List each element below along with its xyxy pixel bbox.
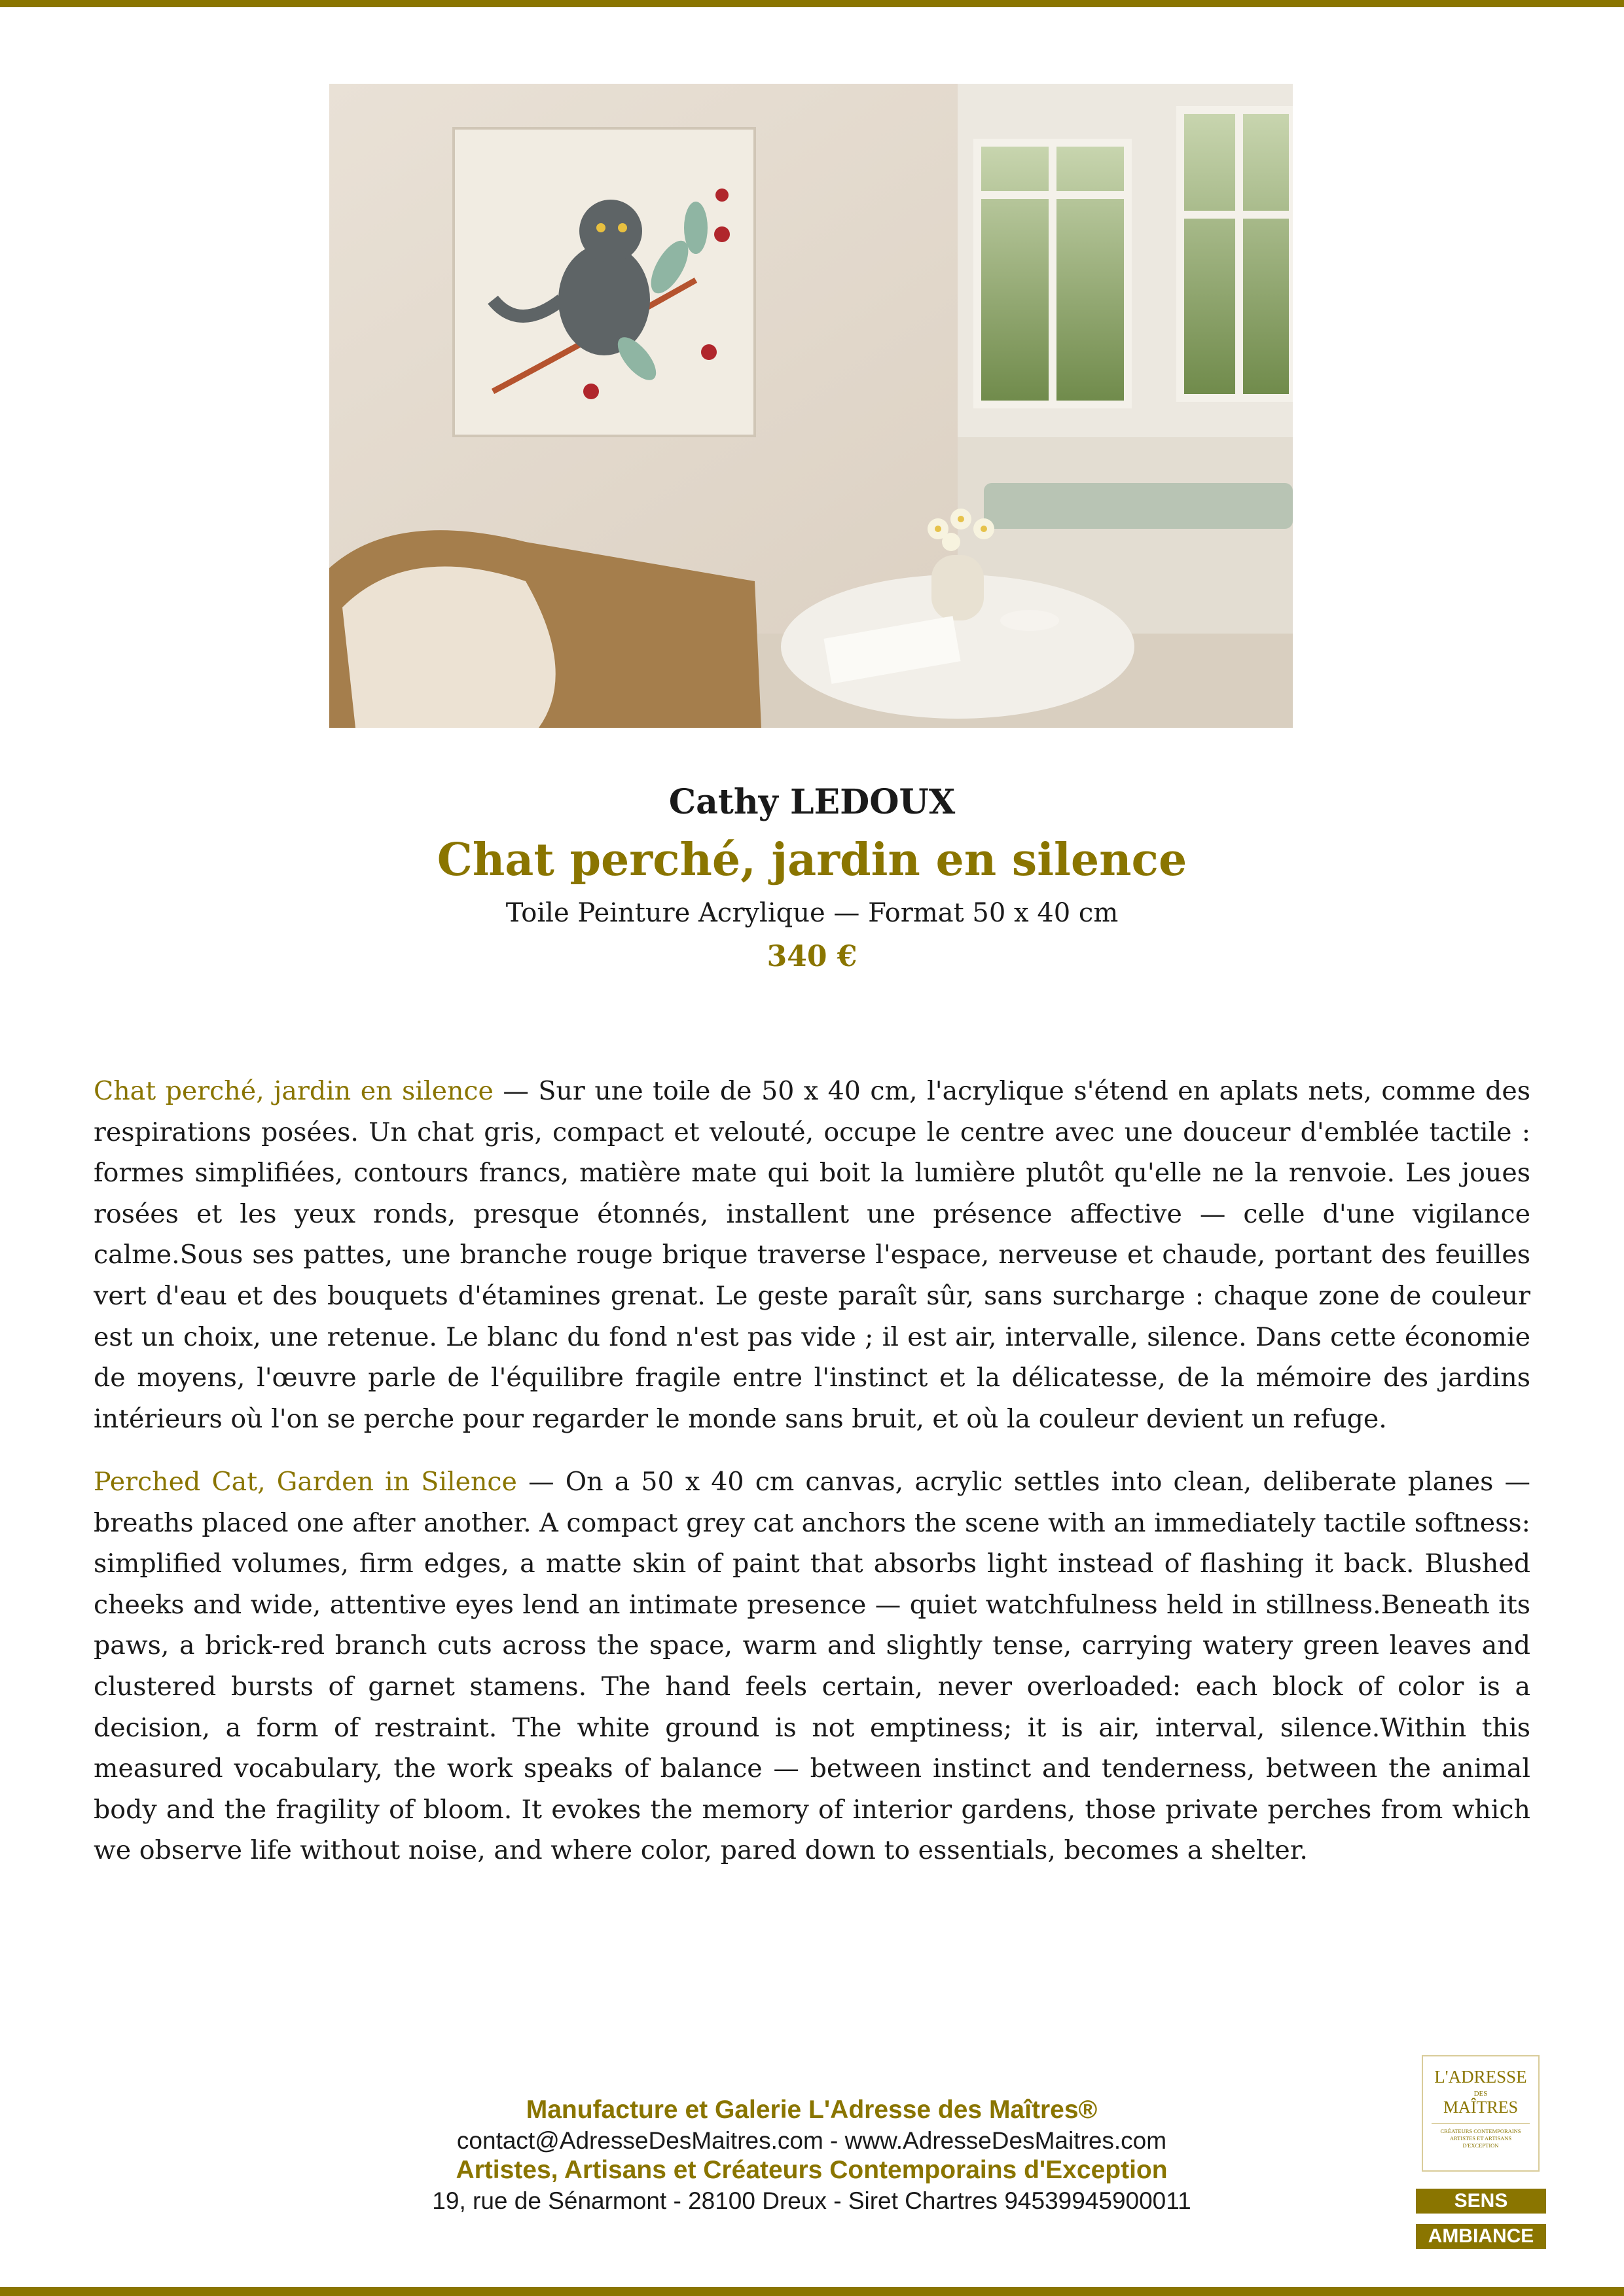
logo-line: MAÎTRES: [1443, 2098, 1519, 2117]
logo-line: CRÉATEURS CONTEMPORAINS: [1440, 2128, 1521, 2134]
description-en: [94, 1462, 1530, 1871]
description-fr-lead: Chat perché, jardin en silence: [94, 1076, 494, 1106]
description-fr-text: — Sur une toile de 50 x 40 cm, l'acrylique s'étend en aplats nets, comme des respirations posées. Un chat gris, compact et velouté, occupe le centre avec une douceur d'emblée tactile : formes simplifiées, contours francs, matière mate qui boit la lumière plutôt qu'elle ne la renvoie. Les joues rosées et les yeux ronds, presque étonnés, installent une présence affective — celle d'une vigilance calme.Sous ses pattes, une branche rouge brique traverse l'espace, nerveuse et chaude, portant des feuilles vert d'eau et des bouquets d'étamines grenat. Le geste paraît sûr, sans surcharge : chaque zone de couleur est un choix, une retenue. Le blanc du fond n'est pas vide ; il est air, intervalle, silence. Dans cette économie de moyens, l'œuvre parle de l'équilibre fragile entre l'instinct et la délicatesse, de la mémoire des jardins intérieurs où l'on se perche pour regarder le monde sans bruit, et où la couleur devient un refuge.: [94, 1076, 1530, 1434]
logo-divider: [1432, 2123, 1530, 2124]
artwork-details: Toile Peinture Acrylique — Format 50 x 40 cm: [505, 898, 1119, 928]
description-en-text: — On a 50 x 40 cm canvas, acrylic settles into clean, deliberate planes — breaths placed one after another. A compact grey cat anchors the scene with an immediately tactile softness: simplified volumes, firm edges, a matte skin of paint that absorbs light instead of flashing it back. Blushed cheeks and wide, attentive eyes lend an intimate presence — quiet watchfulness held in stillness.Beneath its paws, a brick-red branch cuts across the space, warm and slightly tense, carrying watery green leaves and clustered bursts of garnet stamens. The hand feels certain, never overloaded: each block of color is a decision, a form of restraint. The white ground is not emptiness; it is air, interval, silence.Within this measured vocabulary, the work speaks of balance — between instinct and tenderness, between the animal body and the fragility of bloom. It evokes the memory of interior gardens, those private perches from which we observe life without noise, and where color, pared down to essentials, becomes a shelter.: [94, 1467, 1530, 1866]
gallery-logo: [1422, 2055, 1540, 2172]
artist-name: Cathy LEDOUX: [668, 782, 956, 822]
logo-line: D'EXCEPTION: [1462, 2142, 1499, 2149]
description-fr: [94, 1071, 1530, 1439]
footer-address: 19, rue de Sénarmont - 28100 Dreux - Siret Chartres 94539945900011: [432, 2187, 1191, 2214]
logo-line: L'ADRESSE: [1434, 2067, 1527, 2087]
footer-contact: contact@AdresseDesMaitres.com - www.AdresseDesMaitres.com: [456, 2127, 1167, 2154]
top-border: [0, 0, 1624, 7]
footer-company: Manufacture et Galerie L'Adresse des Maîtres®: [526, 2096, 1098, 2124]
artwork-room-photo: [329, 84, 1293, 728]
description-en-lead: Perched Cat, Garden in Silence: [94, 1467, 517, 1497]
logo-line: ARTISTES ET ARTISANS: [1449, 2135, 1512, 2142]
footer-tagline: Artistes, Artisans et Créateurs Contemporains d'Exception: [456, 2156, 1168, 2184]
tag-ambiance: AMBIANCE: [1416, 2224, 1546, 2249]
tag-sens: SENS: [1416, 2189, 1546, 2214]
artwork-title: Chat perché, jardin en silence: [437, 834, 1187, 886]
artwork-price: 340 €: [767, 940, 857, 973]
bottom-border: [0, 2287, 1624, 2296]
room-scene-illustration: [329, 84, 1293, 728]
logo-line: DES: [1473, 2090, 1488, 2098]
